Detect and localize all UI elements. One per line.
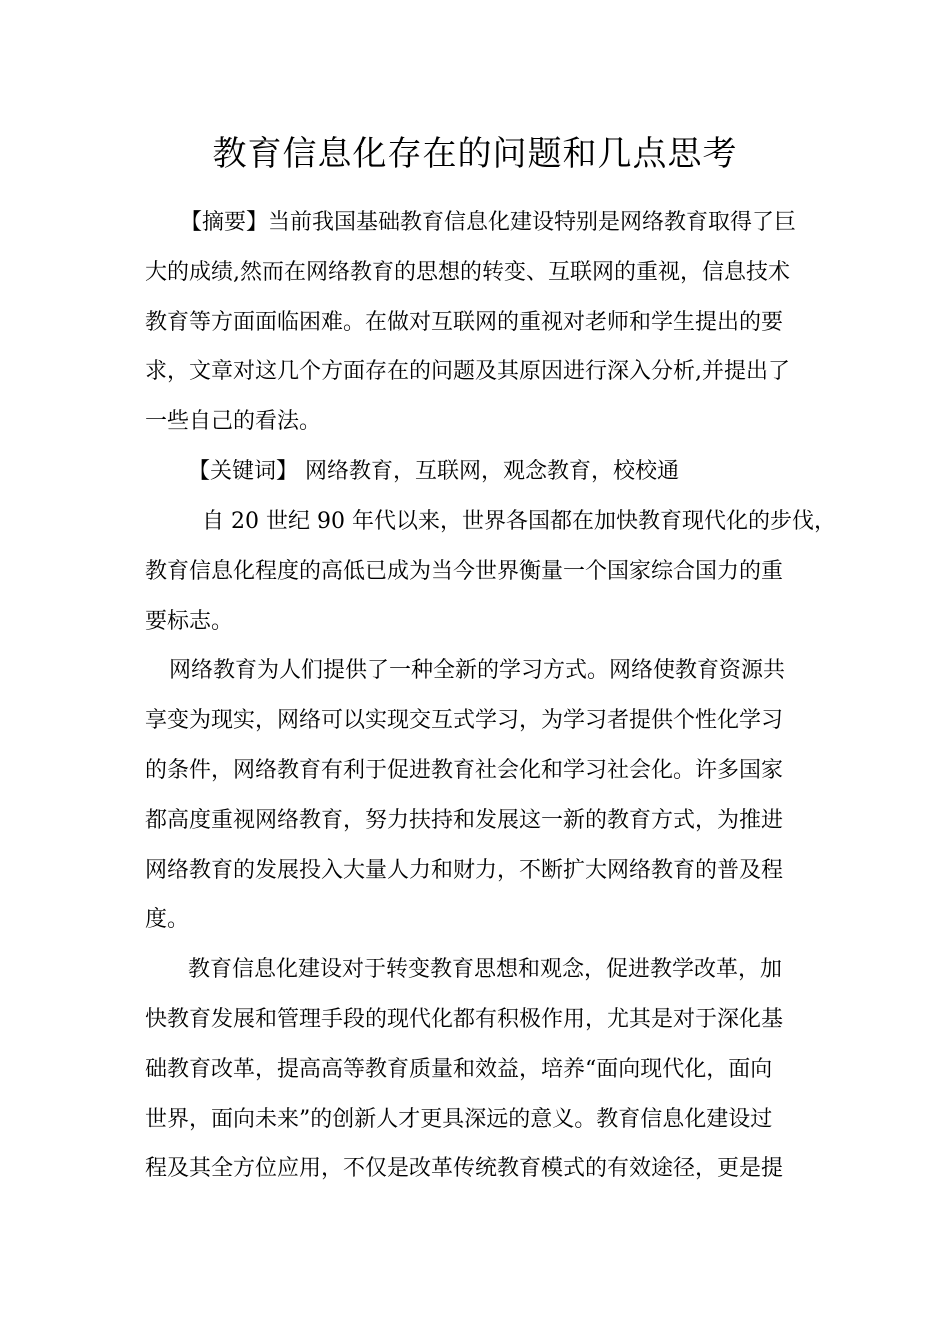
paragraph-1-line-3: 要标志。 [145, 609, 234, 634]
abstract-line-2: 大的成绩,然而在网络教育的思想的转变、互联网的重视，信息技术 [145, 260, 790, 285]
paragraph-1-line-2: 教育信息化程度的高低已成为当今世界衡量一个国家综合国力的重 [145, 559, 784, 584]
abstract-line-5: 一些自己的看法。 [145, 409, 322, 434]
paragraph-3-line-5: 程及其全方位应用，不仅是改革传统教育模式的有效途径，更是提 [145, 1156, 784, 1181]
paragraph-2-line-5: 网络教育的发展投入大量人力和财力，不断扩大网络教育的普及程 [145, 858, 784, 883]
abstract-line-3: 教育等方面面临困难。在做对互联网的重视对老师和学生提出的要 [145, 310, 784, 335]
document-title: 教育信息化存在的问题和几点思考 [212, 134, 738, 174]
paragraph-3-line-1: 教育信息化建设对于转变教育思想和观念，促进教学改革，加 [188, 957, 783, 982]
abstract-line-4: 求，文章对这几个方面存在的问题及其原因进行深入分析,并提出了 [145, 359, 790, 384]
abstract-line-1: 【摘要】当前我国基础教育信息化建设特别是网络教育取得了巨 [180, 210, 797, 235]
paragraph-2-line-6: 度。 [145, 907, 190, 932]
paragraph-1-line-1: 自 20 世纪 90 年代以来，世界各国都在加快教育现代化的步伐， [202, 509, 836, 534]
paragraph-2-line-1: 网络教育为人们提供了一种全新的学习方式。网络使教育资源共 [169, 658, 786, 683]
paragraph-2-line-2: 享变为现实，网络可以实现交互式学习，为学习者提供个性化学习 [145, 708, 784, 733]
keywords-line: 【关键词】 网络教育，互联网，观念教育，校校通 [188, 459, 679, 484]
paragraph-2-line-3: 的条件，网络教育有利于促进教育社会化和学习社会化。许多国家 [145, 758, 784, 783]
paragraph-3-line-4: 世界，面向未来”的创新人才更具深远的意义。教育信息化建设过 [145, 1107, 773, 1132]
paragraph-3-line-3: 础教育改革，提高高等教育质量和效益，培养“面向现代化，面向 [145, 1057, 773, 1082]
paragraph-3-line-2: 快教育发展和管理手段的现代化都有积极作用，尤其是对于深化基 [145, 1007, 784, 1032]
paragraph-2-line-4: 都高度重视网络教育，努力扶持和发展这一新的教育方式，为推进 [145, 808, 784, 833]
